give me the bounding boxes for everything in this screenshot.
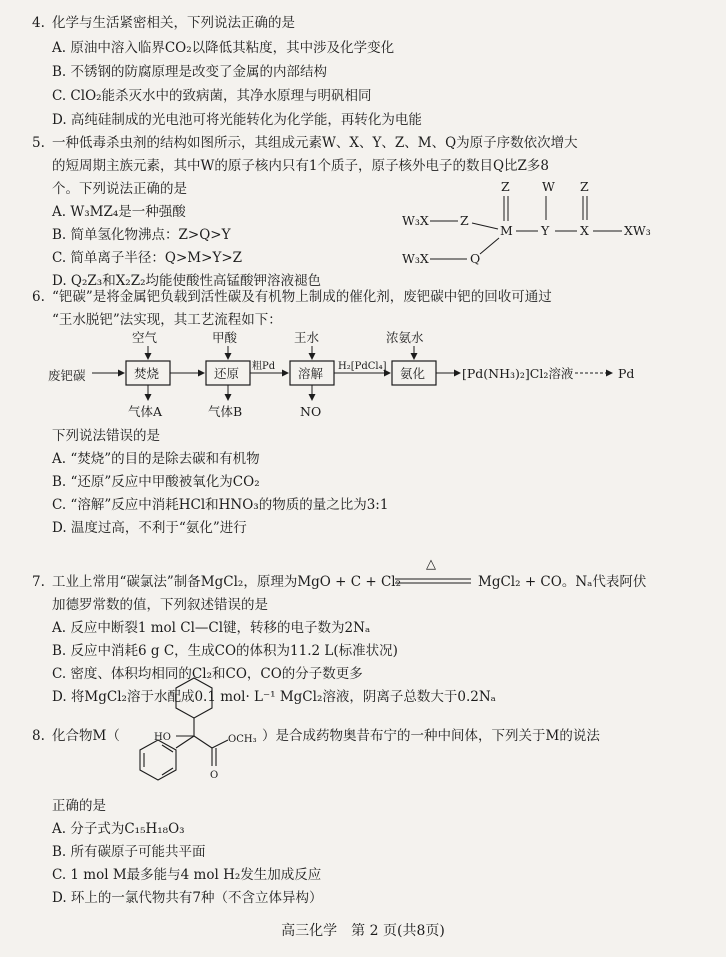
q5-option-c: C. 简单离子半径：Q>M>Y>Z	[52, 250, 243, 266]
q8-option-a: A. 分子式为C₁₅H₁₈O₃	[52, 821, 185, 837]
q8-option-d: D. 环上的一氯代物共有7种（不含立体异构）	[52, 890, 323, 906]
flow-input-aqua-regia: 王水	[294, 330, 320, 345]
q6-question-line: 下列说法错误的是	[52, 428, 160, 444]
q8-option-b: B. 所有碳原子可能共平面	[52, 844, 206, 860]
q7-equation-tail: MgCl₂ + CO。Nₐ代表阿伏	[478, 574, 647, 590]
q4-option-c: C. ClO₂能杀灭水中的致病菌，其净水原理与明矾相同	[52, 88, 372, 104]
q8-molecule-structure	[124, 670, 264, 800]
flow-step-dissolve: 溶解	[298, 366, 324, 381]
q7-option-a: A. 反应中断裂1 mol Cl—Cl键，转移的电子数为2Nₐ	[52, 620, 371, 636]
flow-step-reduce: 还原	[214, 366, 240, 381]
flow-final-pd: Pd	[618, 366, 635, 381]
q4-stem: 化学与生活紧密相关，下列说法正确的是	[52, 15, 295, 31]
q6-number: 6.	[32, 289, 45, 305]
flow-output-no: NO	[300, 404, 322, 419]
q4-option-b: B. 不锈钢的防腐原理是改变了金属的内部结构	[52, 64, 328, 80]
q5-stem-line3: 个。下列说法正确的是	[52, 181, 187, 197]
q4-number: 4.	[32, 15, 45, 31]
q5-structure-diagram	[400, 176, 700, 276]
struct-q: Q	[470, 251, 481, 266]
q7-condition-triangle: △	[426, 557, 436, 572]
flow-input-formic-acid: 甲酸	[212, 330, 238, 345]
flow-crude-pd: 粗Pd	[252, 361, 276, 372]
q6-option-b: B. “还原”反应中甲酸被氧化为CO₂	[52, 474, 260, 490]
q5-number: 5.	[32, 135, 45, 151]
struct-w-top: W	[542, 179, 555, 194]
q7-number: 7.	[32, 574, 45, 590]
q5-stem-line2: 的短周期主族元素，其中W的原子核内只有1个质子，原子核外电子的数目Q比Z多8	[52, 158, 550, 174]
struct-z-mid: Z	[460, 213, 469, 228]
flow-h2pdcl4: H₂[PdCl₄]	[338, 361, 387, 372]
struct-w3x-bottom: W₃X	[402, 251, 429, 266]
q5-option-b: B. 简单氢化物沸点：Z>Q>Y	[52, 227, 231, 243]
q7-option-c: C. 密度、体积均相同的Cl₂和CO，CO的分子数更多	[52, 666, 363, 682]
q6-option-a: A. “焚烧”的目的是除去碳和有机物	[52, 451, 260, 467]
q5-option-d: D. Q₂Z₃和X₂Z₂均能使酸性高锰酸钾溶液褪色	[52, 273, 322, 289]
q4-option-d: D. 高纯硅制成的光电池可将光能转化为化学能，再转化为电能	[52, 112, 422, 128]
struct-z-top-left: Z	[501, 179, 510, 194]
q6-stem-line1: “钯碳”是将金属钯负载到活性碳及有机物上制成的催化剂，废钯碳中钯的回收可通过	[52, 289, 552, 305]
struct-w3x-left: W₃X	[402, 213, 429, 228]
flow-product: [Pd(NH₃)₂]Cl₂溶液	[462, 366, 574, 381]
page-footer: 高三化学 第 2 页(共8页)	[281, 923, 445, 939]
q4-option-a: A. 原油中溶入临界CO₂以降低其粘度，其中涉及化学变化	[52, 40, 395, 56]
struct-y: Y	[541, 223, 550, 238]
flow-step-burn: 焚烧	[134, 366, 160, 381]
flow-output-gas-a: 气体A	[128, 404, 163, 419]
flow-step-ammoniate: 氨化	[400, 366, 426, 381]
mol-o-label: O	[210, 770, 219, 781]
q7-equals-sign	[395, 578, 473, 586]
q8-number: 8.	[32, 728, 45, 744]
q7-option-b: B. 反应中消耗6 g C，生成CO的体积为11.2 L(标准状况)	[52, 643, 398, 659]
flow-start: 废钯碳	[48, 368, 86, 383]
q8-option-c: C. 1 mol M最多能与4 mol H₂发生加成反应	[52, 867, 322, 883]
q7-stem-line1: 工业上常用“碳氯法”制备MgCl₂，原理为MgO + C + Cl₂	[52, 574, 402, 590]
q6-flow-diagram	[40, 330, 680, 430]
q8-stem-line2: 正确的是	[52, 798, 106, 814]
flow-output-gas-b: 气体B	[208, 404, 243, 419]
struct-xw3-right: XW₃	[624, 223, 651, 238]
q7-option-d: D. 将MgCl₂溶于水配成0.1 mol· L⁻¹ MgCl₂溶液，阴离子总数大于0.2Nₐ	[52, 689, 496, 705]
q7-stem-line2: 加德罗常数的值，下列叙述错误的是	[52, 597, 268, 613]
mol-ho-label: HO	[154, 732, 171, 743]
q8-stem-head: 化合物M（	[52, 728, 120, 744]
mol-och3-label: OCH₃	[228, 734, 257, 745]
flow-input-air: 空气	[132, 330, 158, 345]
q5-stem-line1: 一种低毒杀虫剂的结构如图所示，其组成元素W、X、Y、Z、M、Q为原子序数依次增大	[52, 135, 578, 151]
q6-stem-line2: “王水脱钯”法实现，其工艺流程如下：	[52, 312, 282, 328]
q6-option-d: D. 温度过高，不利于“氨化”进行	[52, 520, 247, 536]
struct-z-top-right: Z	[580, 179, 589, 194]
q5-option-a: A. W₃MZ₄是一种强酸	[52, 204, 186, 220]
flow-input-ammonia: 浓氨水	[386, 330, 424, 345]
struct-x: X	[580, 223, 589, 238]
q8-stem-tail: ）是合成药物奥昔布宁的一种中间体，下列关于M的说法	[262, 728, 600, 744]
q6-option-c: C. “溶解”反应中消耗HCl和HNO₃的物质的量之比为3:1	[52, 497, 389, 513]
struct-m: M	[500, 223, 513, 238]
